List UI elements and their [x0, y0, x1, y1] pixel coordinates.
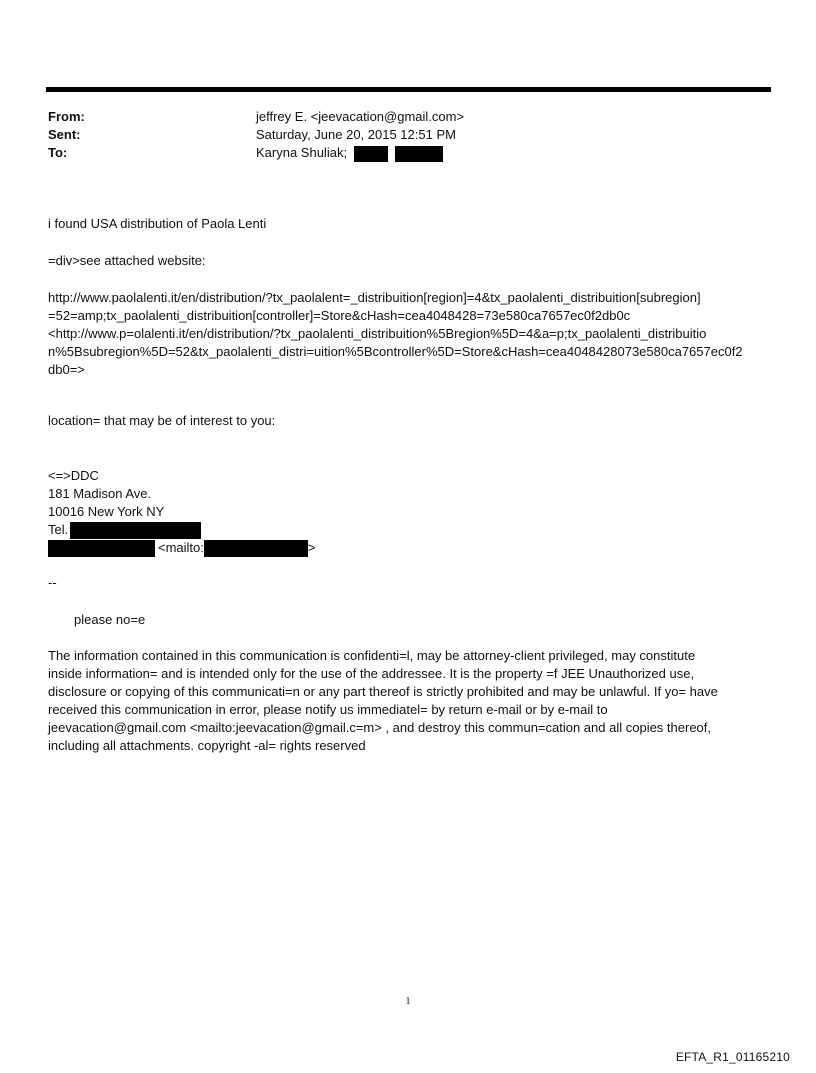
mailto-label: <mailto:: [158, 540, 204, 556]
address-street: 181 Madison Ave.: [48, 486, 152, 501]
redaction-block: [70, 522, 201, 539]
disclaimer-line: jeevacation@gmail.com <mailto:jeevacation@gmail.c=m> , and destroy this commun=cation and all copies thereof,: [48, 720, 712, 735]
redaction-block: [204, 540, 308, 557]
from-label: From:: [48, 109, 85, 124]
disclaimer-line: inside information= and is intended only for the use of the addressee. It is the property =f JEE Unauthorized use,: [48, 666, 695, 681]
header-divider: [46, 87, 771, 92]
from-value: jeffrey E. <jeevacation@gmail.com>: [256, 109, 465, 124]
redaction-block: [395, 146, 443, 162]
to-value: Karyna Shuliak;: [256, 145, 348, 160]
url-line: http://www.paolalenti.it/en/distribution/?tx_paolalent=_distribuition[region]=4&tx_paolalenti_distribuition[subregion]: [48, 290, 701, 305]
body-url-block: [48, 289, 772, 379]
page-number: 1: [405, 996, 411, 1007]
sent-label: Sent:: [48, 127, 81, 142]
body-separator: --: [48, 575, 57, 590]
to-value-row: [256, 144, 443, 162]
address-email-row: [48, 539, 772, 557]
url-line: <http://www.p=olalenti.it/en/distribution/?tx_paolalenti_distribuition%5Bregion%5D=4&a=p;tx_paolalenti_distribuitio: [48, 326, 707, 341]
body-please-note: please no=e: [74, 612, 146, 627]
body-see-attached: =div>see attached website:: [48, 253, 206, 268]
body-intro: i found USA distribution of Paola Lenti: [48, 216, 267, 231]
document-id: EFTA_R1_01165210: [675, 1050, 790, 1064]
sent-value: Saturday, June 20, 2015 12:51 PM: [256, 127, 456, 142]
to-label: To:: [48, 145, 68, 160]
mailto-close: >: [307, 540, 316, 556]
address-block: [48, 467, 772, 557]
tel-label: Tel.: [48, 522, 69, 537]
address-city: 10016 New York NY: [48, 504, 165, 519]
body-location-line: location= that may be of interest to you:: [48, 413, 276, 428]
disclaimer-line: The information contained in this communication is confidenti=l, may be attorney-client privileged, may constitute: [48, 648, 696, 663]
redaction-block: [48, 540, 155, 557]
redaction-block: [354, 146, 388, 162]
address-name: <=>DDC: [48, 468, 99, 483]
url-line: db0=>: [48, 362, 85, 377]
url-line: n%5Bsubregion%5D=52&tx_paolalenti_distri=uition%5Bcontroller%5D=Store&cHash=cea4048428073e580ca7657ec0f2: [48, 344, 743, 359]
disclaimer-block: [48, 647, 772, 755]
url-line: =52=amp;tx_paolalenti_distribuition[controller]=Store&cHash=cea4048428=73e580ca7657ec0f2db0c: [48, 308, 631, 323]
address-tel-row: [48, 521, 772, 539]
disclaimer-line: disclosure or copying of this communicati=n or any part thereof is strictly prohibited and may be unlawful. If yo= have: [48, 684, 718, 699]
disclaimer-line: received this communication in error, please notify us immediatel= by return e-mail or by e-mail to: [48, 702, 608, 717]
disclaimer-line: including all attachments. copyright -al= rights reserved: [48, 738, 366, 753]
